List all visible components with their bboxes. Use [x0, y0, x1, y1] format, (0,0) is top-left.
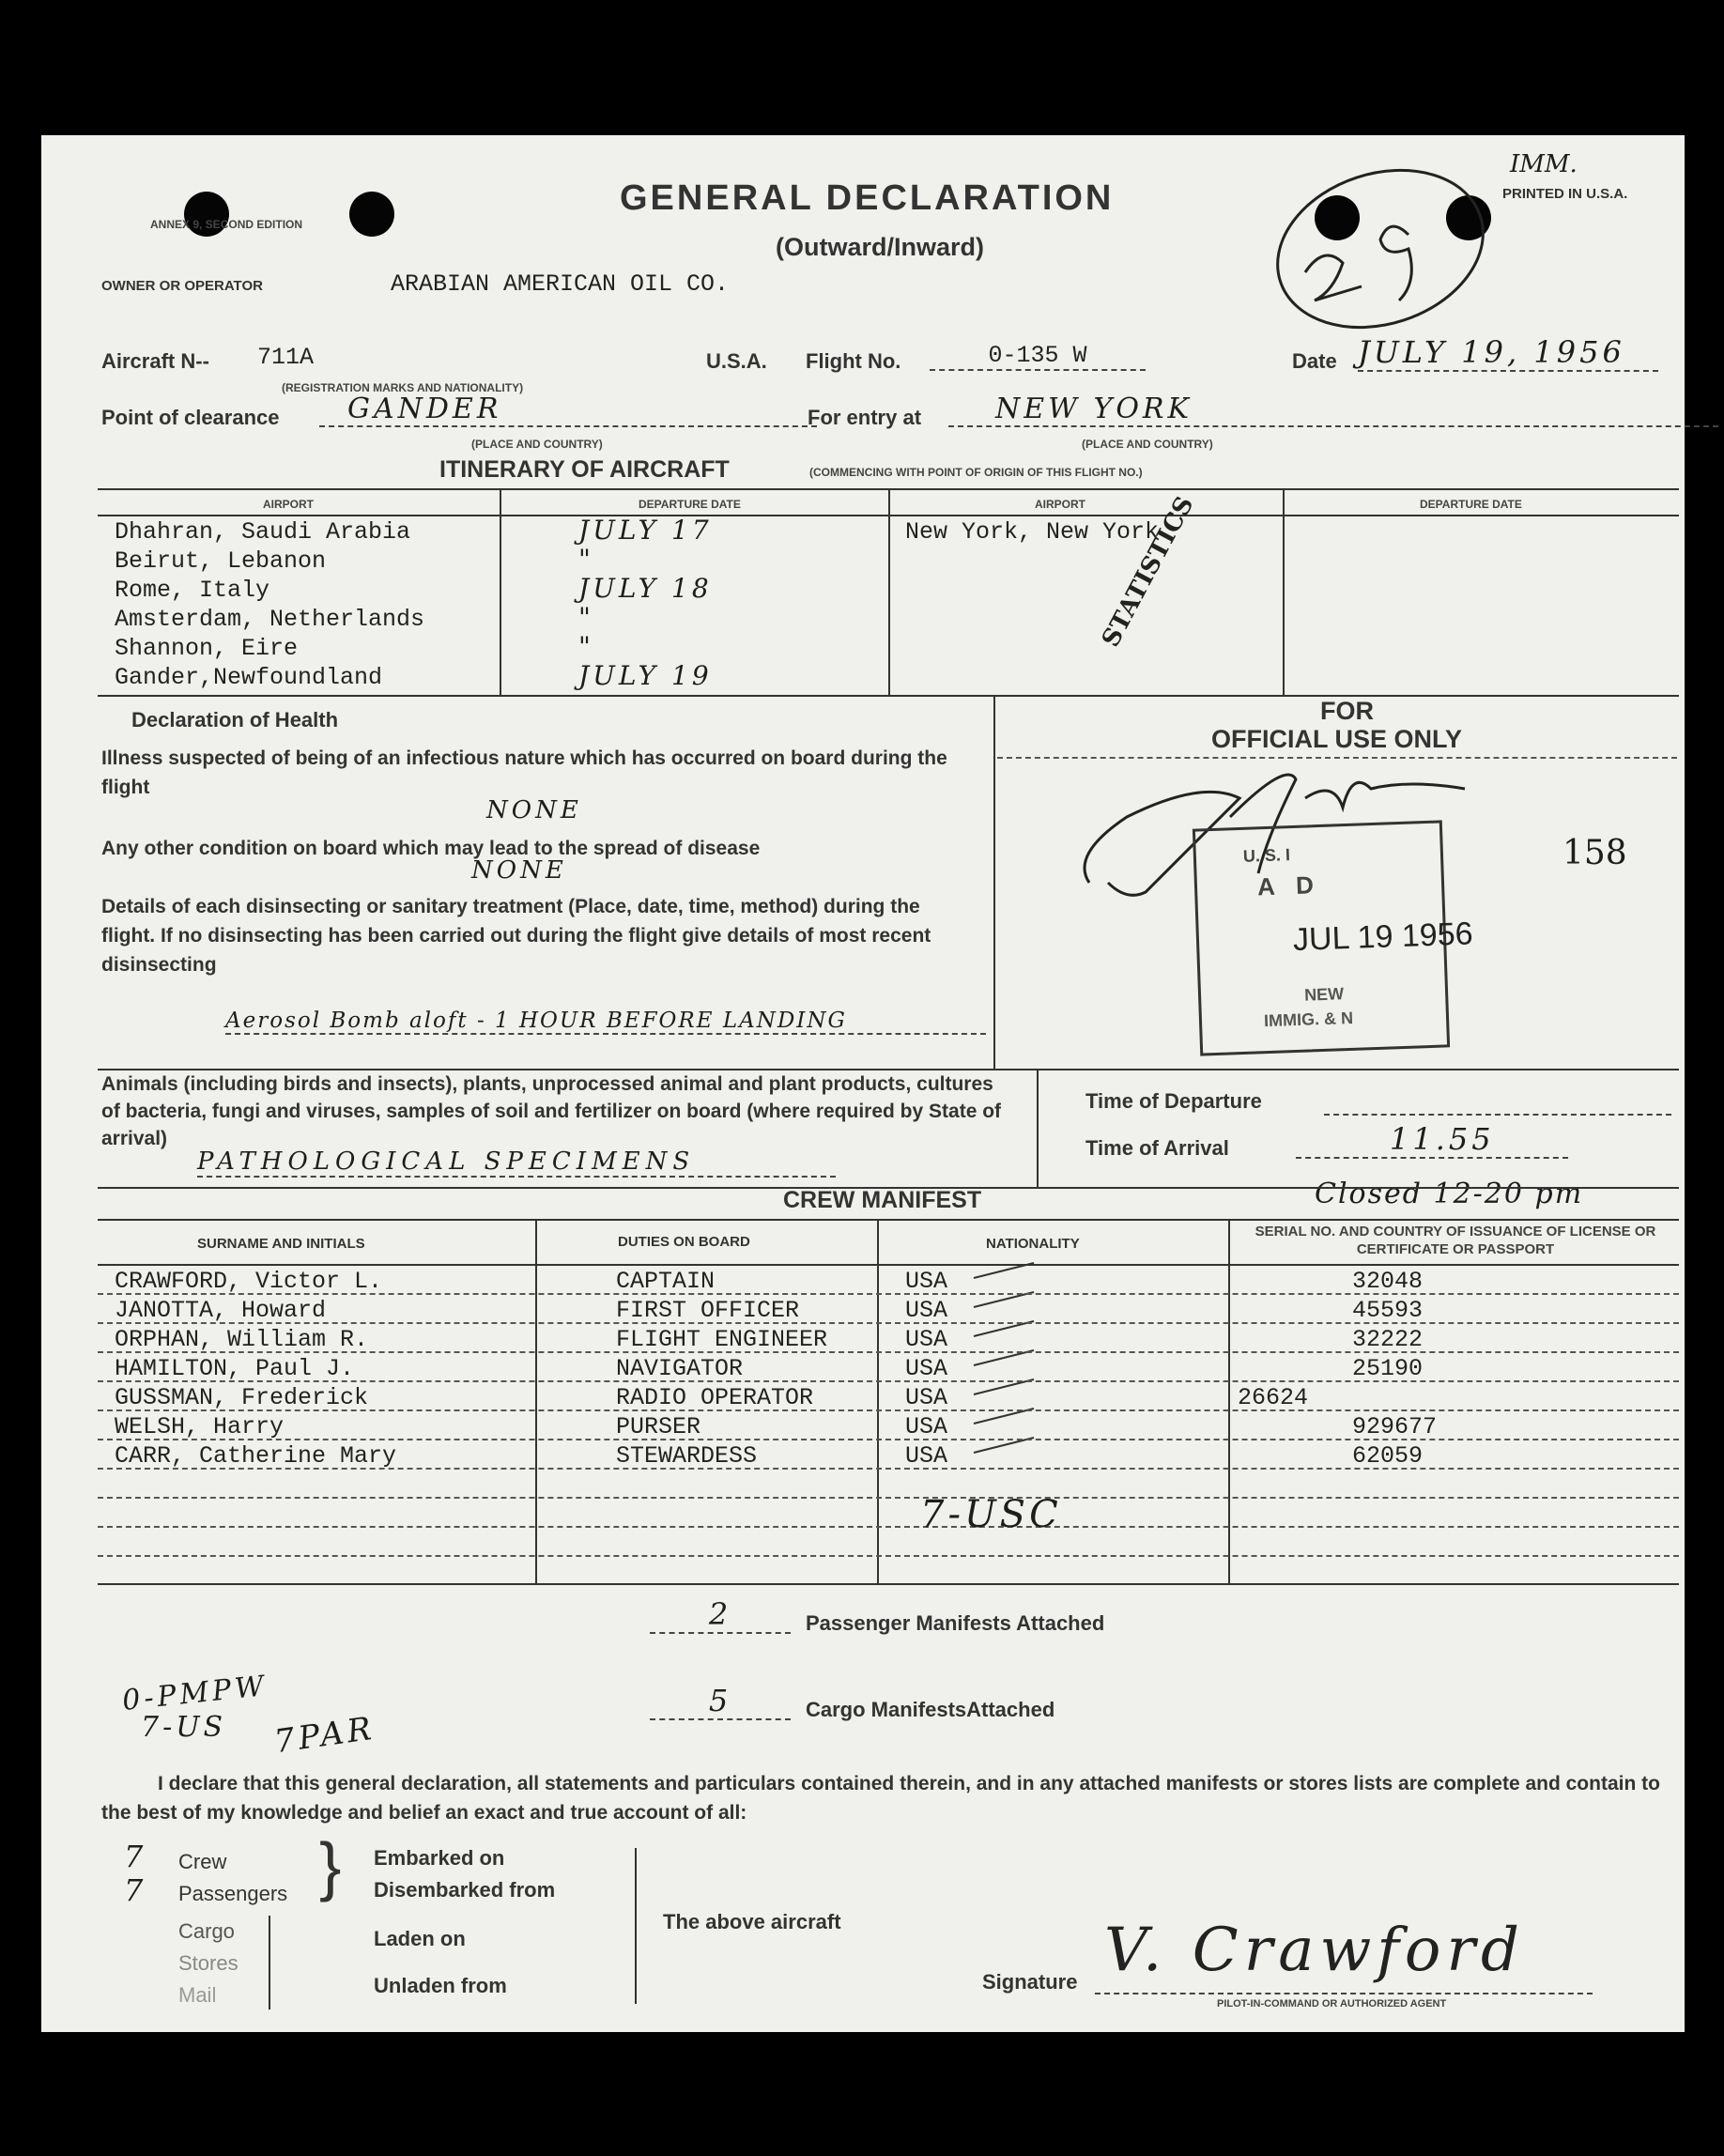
- above-aircraft-label: The above aircraft: [663, 1910, 841, 1933]
- passenger-count-decl: 7: [124, 1872, 147, 1908]
- registration-note: (REGISTRATION MARKS AND NATIONALITY): [282, 381, 524, 394]
- cargo-label: Cargo ManifestsAttached: [806, 1698, 1055, 1721]
- closed-note: Closed 12-20 pm: [1315, 1178, 1584, 1210]
- itinerary-title: ITINERARY OF AIRCRAFT: [439, 456, 730, 483]
- crew-name: JANOTTA, Howard: [115, 1297, 327, 1324]
- crew-serial: 929677: [1352, 1413, 1438, 1440]
- health-answer-2: NONE: [471, 856, 567, 885]
- itinerary-departure-date: ": [578, 544, 594, 575]
- crew-name: WELSH, Harry: [115, 1413, 285, 1440]
- itin-header-airport: AIRPORT: [263, 498, 314, 511]
- form-title: GENERAL DECLARATION: [620, 178, 1115, 218]
- crew-duty: STEWARDESS: [616, 1442, 758, 1470]
- date-label: Date: [1292, 349, 1337, 373]
- corner-note: IMM.: [1510, 150, 1578, 178]
- health-answer-1: NONE: [486, 796, 582, 824]
- printed-note: PRINTED IN U.S.A.: [1502, 186, 1628, 202]
- place-note-entry: (PLACE AND COUNTRY): [1082, 438, 1213, 451]
- departure-time-value: [1324, 1089, 1671, 1116]
- itinerary-departure-date: ": [578, 631, 594, 662]
- brace-1: }: [319, 1829, 342, 1902]
- itinerary-airport: Beirut, Lebanon: [115, 547, 327, 575]
- aircraft-label: Aircraft N--: [101, 349, 209, 373]
- official-use-only: OFFICIAL USE ONLY: [1211, 725, 1463, 753]
- itinerary-airport: Rome, Italy: [115, 577, 270, 604]
- crew-label: Crew: [178, 1850, 227, 1873]
- crew-handnote: 7-USC: [920, 1493, 1062, 1536]
- owner-label: OWNER OR OPERATOR: [101, 278, 263, 294]
- crew-serial: 32048: [1352, 1268, 1424, 1295]
- health-question-3: Details of each disinsecting or sanitary treatment (Place, date, time, method) during the flight. If no disinsecting has been carried out during the flight give details of most recent disinsecting: [101, 896, 931, 976]
- crew-serial: 25190: [1352, 1355, 1424, 1382]
- health-answer-3: Aerosol Bomb aloft - 1 HOUR BEFORE LANDING: [225, 1009, 986, 1035]
- health-title: Declaration of Health: [131, 708, 339, 732]
- passenger-label: Passenger Manifests Attached: [806, 1611, 1105, 1635]
- cargo-count: 5: [650, 1683, 791, 1720]
- crew-header-duty: DUTIES ON BOARD: [618, 1234, 750, 1250]
- official-for: FOR: [1320, 697, 1374, 725]
- place-note: (PLACE AND COUNTRY): [471, 438, 603, 451]
- owner-value: ARABIAN AMERICAN OIL CO.: [391, 270, 730, 298]
- circled-mark: [1268, 160, 1502, 338]
- itinerary-airport-2: New York, New York: [905, 518, 1160, 546]
- crew-nationality: USA: [905, 1268, 948, 1295]
- entry-label: For entry at: [808, 406, 922, 429]
- crew-serial: 32222: [1352, 1326, 1424, 1353]
- itinerary-airport: Shannon, Eire: [115, 635, 299, 662]
- departure-time-label: Time of Departure: [1085, 1089, 1262, 1113]
- itinerary-departure-date: JULY 17: [578, 515, 713, 546]
- itinerary-note: (COMMENCING WITH POINT OF ORIGIN OF THIS FLIGHT NO.): [809, 466, 1143, 479]
- animals-value: PATHOLOGICAL SPECIMENS: [197, 1147, 836, 1178]
- punch-hole: [349, 192, 394, 237]
- crew-name: CRAWFORD, Victor L.: [115, 1268, 383, 1295]
- health-question-1: Illness suspected of being of an infectious nature which has occurred on board during the flight: [101, 747, 947, 798]
- crew-nationality: USA: [905, 1326, 948, 1353]
- crew-name: HAMILTON, Paul J.: [115, 1355, 355, 1382]
- crew-name: ORPHAN, William R.: [115, 1326, 369, 1353]
- crew-nationality: USA: [905, 1442, 948, 1470]
- clearance-label: Point of clearance: [101, 406, 280, 429]
- itin-header-departure2: DEPARTURE DATE: [1420, 498, 1522, 511]
- admitted-stamp: [1193, 820, 1474, 1055]
- itinerary-airport: Dhahran, Saudi Arabia: [115, 518, 411, 546]
- signature-label: Signature: [982, 1970, 1078, 1994]
- cargo-decl-label: Cargo: [178, 1919, 235, 1943]
- signature: V. Crawford: [1104, 1916, 1525, 1985]
- flight-label: Flight No.: [806, 349, 901, 373]
- itin-header-departure: DEPARTURE DATE: [639, 498, 741, 511]
- itin-header-airport2: AIRPORT: [1035, 498, 1085, 511]
- margin-note-3: 7PAR: [271, 1709, 377, 1762]
- crew-duty: FIRST OFFICER: [616, 1297, 800, 1324]
- crew-name: GUSSMAN, Frederick: [115, 1384, 369, 1411]
- unladen-label: Unladen from: [374, 1974, 507, 1997]
- laden-label: Laden on: [374, 1927, 466, 1950]
- stamp-line-3: NEW: [1303, 984, 1345, 1005]
- entry-value: NEW YORK: [948, 393, 1718, 427]
- crew-nationality: USA: [905, 1355, 948, 1382]
- stamp-line-2: A D: [1256, 870, 1322, 901]
- animals-text: Animals (including birds and insects), plants, unprocessed animal and plant products, cultures of bacteria, fungi and viruses, samples of soil and fertilizer on board (where required by State of arrival): [101, 1073, 1002, 1149]
- crew-nationality: USA: [905, 1413, 948, 1440]
- mail-label: Mail: [178, 1983, 217, 2007]
- arrival-time-label: Time of Arrival: [1085, 1136, 1229, 1160]
- flight-value: 0-135 W: [930, 342, 1146, 371]
- crew-header-nat: NATIONALITY: [986, 1236, 1080, 1252]
- crew-serial: 62059: [1352, 1442, 1424, 1470]
- margin-note-1: 0-PMPW: [120, 1669, 269, 1718]
- health-question-2: Any other condition on board which may lead to the spread of disease: [101, 838, 761, 859]
- itinerary-departure-date: ": [578, 602, 594, 633]
- stamp-line-1: U. S. I: [1242, 845, 1291, 866]
- passengers-label: Passengers: [178, 1882, 288, 1905]
- crew-header-name: SURNAME AND INITIALS: [197, 1236, 365, 1252]
- crew-serial: 45593: [1352, 1297, 1424, 1324]
- crew-title: CREW MANIFEST: [783, 1187, 982, 1213]
- stamp-line-4: IMMIG. & N: [1263, 1008, 1354, 1031]
- crew-count: 7: [124, 1839, 147, 1874]
- itinerary-airport: Gander,Newfoundland: [115, 664, 383, 691]
- pilot-note: PILOT-IN-COMMAND OR AUTHORIZED AGENT: [1217, 1998, 1447, 2010]
- crew-header-serial: SERIAL NO. AND COUNTRY OF ISSUANCE OF LICENSE OR CERTIFICATE OR PASSPORT: [1255, 1224, 1656, 1257]
- declaration-text: I declare that this general declaration, all statements and particulars contained therein, and in any attached manifests or stores lists are complete and contain to the best of my knowledge and belief an exact and true account of all:: [101, 1773, 1660, 1824]
- statistics-stamp: STATISTICS: [1097, 491, 1200, 653]
- passenger-count: 2: [650, 1596, 791, 1634]
- margin-note-2: 7-US: [141, 1711, 227, 1744]
- official-number: 158: [1562, 834, 1627, 872]
- aircraft-value: 711A: [257, 344, 315, 371]
- crew-duty: RADIO OPERATOR: [616, 1384, 814, 1411]
- crew-nationality: USA: [905, 1384, 948, 1411]
- form-subtitle: (Outward/Inward): [776, 233, 984, 261]
- itinerary-airport: Amsterdam, Netherlands: [115, 606, 425, 633]
- embarked-label: Embarked on: [374, 1846, 505, 1870]
- itinerary-departure-date: JULY 19: [578, 660, 713, 691]
- crew-name: CARR, Catherine Mary: [115, 1442, 397, 1470]
- arrival-time-value: 11.55: [1296, 1121, 1568, 1159]
- disembarked-label: Disembarked from: [374, 1878, 556, 1902]
- date-value: JULY 19, 1956: [1358, 334, 1658, 372]
- clearance-value: GANDER: [319, 393, 817, 427]
- itinerary-departure-date: JULY 18: [578, 573, 713, 604]
- stamp-date: JUL 19 1956: [1292, 916, 1474, 959]
- aircraft-country: U.S.A.: [706, 349, 767, 373]
- crew-duty: CAPTAIN: [616, 1268, 716, 1295]
- crew-serial: 26624: [1238, 1384, 1309, 1411]
- crew-nationality: USA: [905, 1297, 948, 1324]
- crew-duty: PURSER: [616, 1413, 701, 1440]
- crew-duty: FLIGHT ENGINEER: [616, 1326, 828, 1353]
- stores-label: Stores: [178, 1951, 239, 1975]
- crew-duty: NAVIGATOR: [616, 1355, 744, 1382]
- annex-reference: ANNEX 9, SECOND EDITION: [150, 218, 303, 231]
